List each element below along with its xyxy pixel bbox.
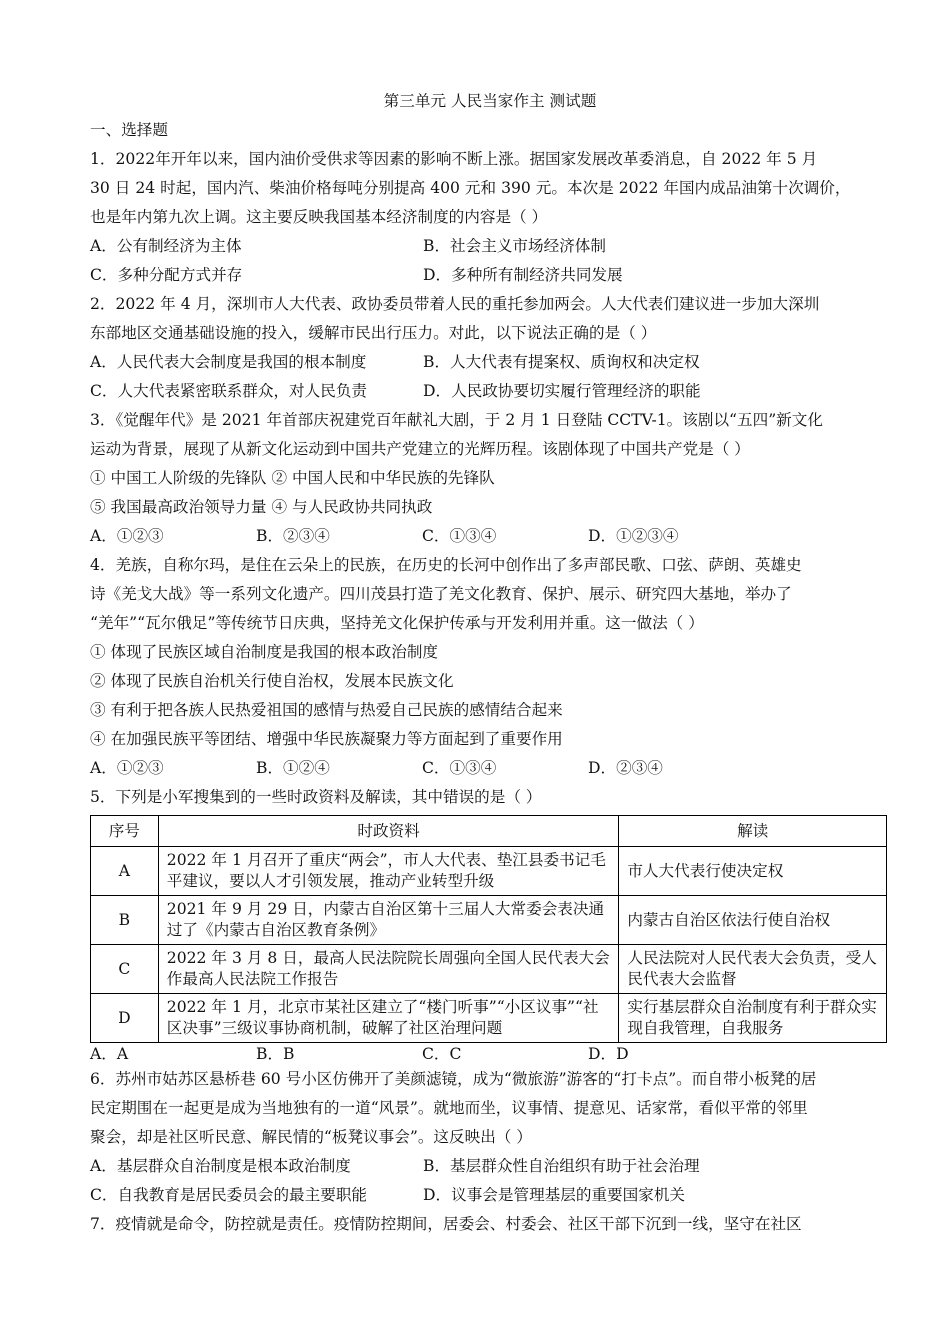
question-line: 聚会，却是社区听民意、解民情的“板凳议事会”。这反映出（ ） bbox=[90, 1128, 532, 1146]
option-d: D．议事会是管理基层的重要国家机关 bbox=[423, 1186, 686, 1204]
question-line: 5．下列是小军搜集到的一些时政资料及解读，其中错误的是（ ） bbox=[90, 788, 542, 806]
question-line: 2．2022 年 4 月，深圳市人大代表、政协委员带着人民的重托参加两会。人大代表们建议进一步加大深圳 bbox=[90, 295, 820, 313]
option-a: A．①②③ bbox=[90, 527, 164, 545]
row-reading: 市人大代表行使决定权 bbox=[619, 847, 887, 896]
question-line: 诗《羌戈大战》等一系列文化遗产。四川茂县打造了羌文化教育、保护、展示、研究四大基地，举办了 bbox=[90, 585, 792, 603]
option-a: A．①②③ bbox=[90, 759, 164, 777]
question-4 bbox=[90, 551, 890, 783]
row-material: 2022 年 1 月，北京市某社区建立了“楼门听事”“小区议事”“社区决事”三级议事协商机制，破解了社区治理问题 bbox=[158, 994, 619, 1043]
table-row bbox=[91, 847, 887, 896]
option-b: B．人大代表有提案权、质询权和决定权 bbox=[423, 353, 700, 371]
option-b: B．基层群众性自治组织有助于社会治理 bbox=[423, 1157, 700, 1175]
question-line: 东部地区交通基础设施的投入，缓解市民出行压力。对此，以下说法正确的是（ ） bbox=[90, 324, 657, 342]
row-id: B bbox=[91, 896, 159, 945]
row-material: 2022 年 1 月召开了重庆“两会”，市人大代表、垫江县委书记毛平建议，要以人才引领发展，推动产业转型升级 bbox=[158, 847, 619, 896]
header-reading: 解读 bbox=[619, 816, 887, 847]
section-heading: 一、选择题 bbox=[90, 121, 168, 139]
row-material: 2022 年 3 月 8 日，最高人民法院院长周强向全国人民代表大会作最高人民法院工作报告 bbox=[158, 945, 619, 994]
option-c: C．自我教育是居民委员会的最主要职能 bbox=[90, 1186, 368, 1204]
row-reading: 实行基层群众自治制度有利于群众实现自我管理，自我服务 bbox=[619, 994, 887, 1043]
question-line: 30 日 24 时起，国内汽、柴油价格每吨分别提高 400 元和 390 元。本次是 2022 年国内成品油第十次调价， bbox=[90, 179, 851, 197]
option-a: A．A bbox=[90, 1045, 129, 1063]
question-line: 运动为背景，展现了从新文化运动到中国共产党建立的光辉历程。该剧体现了中国共产党是（ ） bbox=[90, 440, 750, 458]
question-line: 4．羌族，自称尔玛，是住在云朵上的民族，在历史的长河中创作出了多声部民歌、口弦、萨朗、英雄史 bbox=[90, 556, 802, 574]
table-row bbox=[91, 994, 887, 1043]
question-line: 1．2022年开年以来，国内油价受供求等因素的影响不断上涨。据国家发展改革委消息，自 2022 年 5 月 bbox=[90, 150, 818, 168]
row-id: A bbox=[91, 847, 159, 896]
row-id: C bbox=[91, 945, 159, 994]
question-line: 6．苏州市姑苏区悬桥巷 60 号小区仿佛开了美颜滤镜，成为“微旅游”游客的“打卡点”。而自带小板凳的居 bbox=[90, 1070, 817, 1088]
option-a: A．基层群众自治制度是根本政治制度 bbox=[90, 1157, 351, 1175]
row-material: 2021 年 9 月 29 日，内蒙古自治区第十三届人大常委会表决通过了《内蒙古自治区教育条例》 bbox=[158, 896, 619, 945]
row-reading: 人民法院对人民代表大会负责，受人民代表大会监督 bbox=[619, 945, 887, 994]
option-b: B．B bbox=[256, 1045, 295, 1063]
option-d: D．D bbox=[588, 1045, 629, 1063]
option-a: A．公有制经济为主体 bbox=[90, 237, 242, 255]
option-c: C．C bbox=[422, 1045, 462, 1063]
header-material: 时政资料 bbox=[158, 816, 619, 847]
option-b: B．①②④ bbox=[256, 759, 330, 777]
row-reading: 内蒙古自治区依法行使自治权 bbox=[619, 896, 887, 945]
question-5 bbox=[90, 783, 890, 1065]
statement-line: ④ 在加强民族平等团结、增强中华民族凝聚力等方面起到了重要作用 bbox=[90, 730, 563, 748]
document-page bbox=[90, 86, 890, 1239]
option-d: D．①②③④ bbox=[588, 527, 679, 545]
table-row bbox=[91, 896, 887, 945]
option-d: D．②③④ bbox=[588, 759, 663, 777]
option-c: C．人大代表紧密联系群众，对人民负责 bbox=[90, 382, 368, 400]
statement-line: ⑤ 我国最高政治领导力量 ④ 与人民政协共同执政 bbox=[90, 498, 433, 516]
option-b: B．②③④ bbox=[256, 527, 330, 545]
statement-line: ② 体现了民族自治机关行使自治权，发展本民族文化 bbox=[90, 672, 454, 690]
question-line: 民定期围在一起更是成为当地独有的一道“风景”。就地而坐，议事情、提意见、话家常，看似平常的邻里 bbox=[90, 1099, 808, 1117]
page-title: 第三单元 人民当家作主 测试题 bbox=[383, 92, 597, 110]
question-3 bbox=[90, 406, 890, 551]
question-line: “羌年”“瓦尔俄足”等传统节日庆典，坚持羌文化保护传承与开发利用并重。这一做法（ ） bbox=[90, 614, 704, 632]
option-b: B．社会主义市场经济体制 bbox=[423, 237, 606, 255]
statement-line: ① 中国工人阶级的先锋队 ② 中国人民和中华民族的先锋队 bbox=[90, 469, 495, 487]
option-a: A．人民代表大会制度是我国的根本制度 bbox=[90, 353, 367, 371]
politics-table bbox=[90, 815, 887, 1043]
table-header-row bbox=[91, 816, 887, 847]
option-c: C．①③④ bbox=[422, 527, 497, 545]
question-line: 3．《觉醒年代》是 2021 年首部庆祝建党百年献礼大剧，于 2 月 1 日登陆 CCTV-1。该剧以“五四”新文化 bbox=[90, 411, 823, 429]
question-7 bbox=[90, 1210, 890, 1239]
statement-line: ① 体现了民族区域自治制度是我国的根本政治制度 bbox=[90, 643, 439, 661]
option-d: D．人民政协要切实履行管理经济的职能 bbox=[423, 382, 701, 400]
option-d: D．多种所有制经济共同发展 bbox=[423, 266, 623, 284]
table-row bbox=[91, 945, 887, 994]
option-c: C．多种分配方式并存 bbox=[90, 266, 243, 284]
option-c: C．①③④ bbox=[422, 759, 497, 777]
header-number: 序号 bbox=[91, 816, 159, 847]
question-2 bbox=[90, 290, 890, 406]
question-6 bbox=[90, 1065, 890, 1210]
statement-line: ③ 有利于把各族人民热爱祖国的感情与热爱自己民族的感情结合起来 bbox=[90, 701, 563, 719]
question-line: 7．疫情就是命令，防控就是责任。疫情防控期间，居委会、村委会、社区干部下沉到一线，坚守在社区 bbox=[90, 1215, 802, 1233]
row-id: D bbox=[91, 994, 159, 1043]
question-line: 也是年内第九次上调。这主要反映我国基本经济制度的内容是（ ） bbox=[90, 208, 548, 226]
question-1 bbox=[90, 145, 890, 290]
